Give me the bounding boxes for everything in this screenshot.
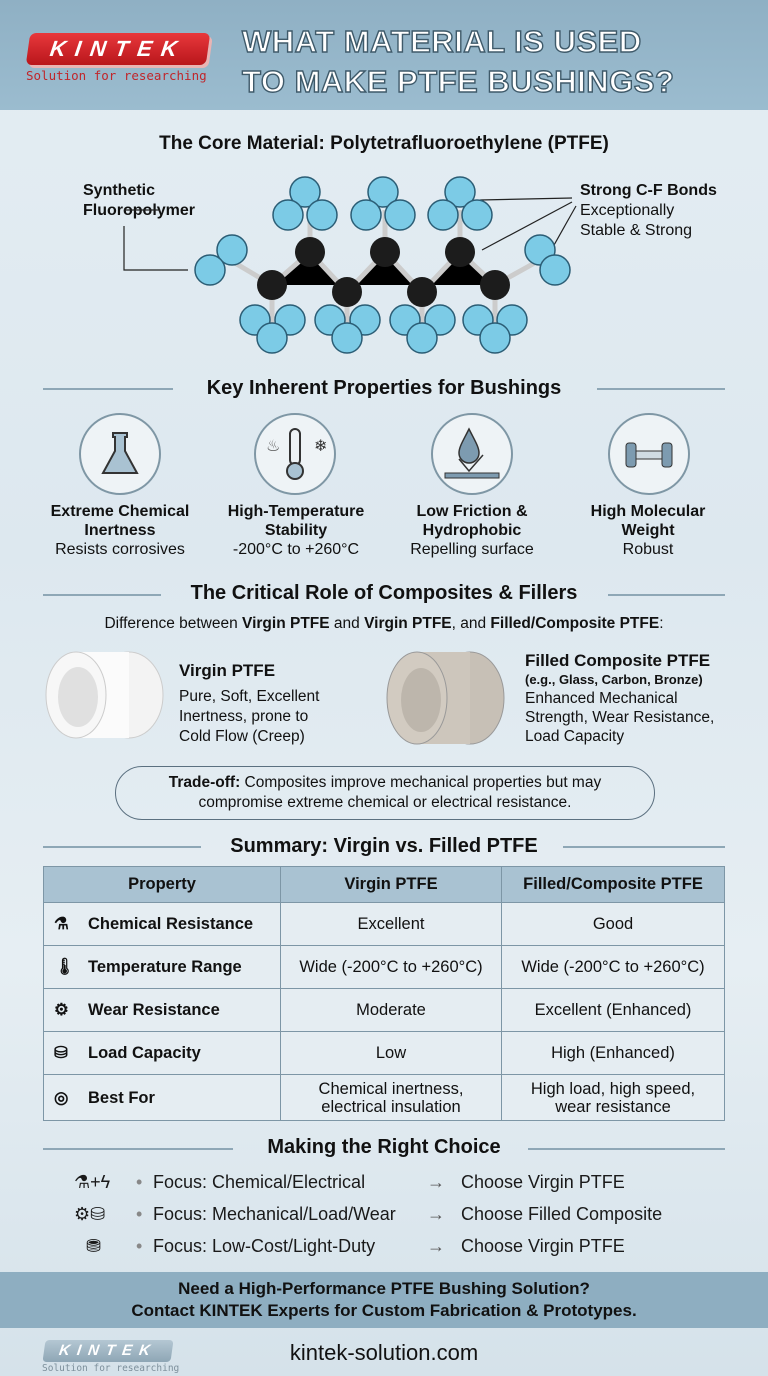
logo-tagline: Solution for researching <box>26 68 207 83</box>
water-drop-icon <box>431 413 513 495</box>
flask-icon: ⚗ <box>54 915 69 933</box>
kintek-logo[interactable]: KINTEK <box>26 33 210 65</box>
cf-bonds-label: Strong C-F Bonds Exceptionally Stable & Strong <box>580 182 717 239</box>
header-banner <box>0 0 768 110</box>
filled-ptfe-description: Filled Composite PTFE (e.g., Glass, Carbon, Bronze) Enhanced Mechanical Strength, Wear Resistance, Load Capacity <box>525 651 715 745</box>
tradeoff-callout: Trade-off: Composites improve mechanical properties but may compromise extreme chemical or electrical resistance. <box>115 766 655 820</box>
weight-icon: ⛁ <box>54 1044 68 1062</box>
property-chemical-inertness: Extreme Chemical Inertness Resists corrosives <box>50 503 190 558</box>
table-row: 🌡 Temperature Range Wide (-200°C to +260°C) Wide (-200°C to +260°C) <box>44 946 725 989</box>
virgin-ptfe-description: Virgin PTFE Pure, Soft, Excellent Inertness, prone to Cold Flow (Creep) <box>179 661 320 745</box>
target-icon: ◎ <box>54 1088 69 1107</box>
website-link[interactable]: kintek-solution.com <box>289 1340 479 1365</box>
flask-lightning-icon: ⚗+ϟ <box>74 1172 111 1192</box>
table-row: ⛁ Load Capacity Low High (Enhanced) <box>44 1032 725 1075</box>
thermometer-icon <box>254 413 336 495</box>
property-temperature: High-Temperature Stability -200°C to +260°C <box>227 503 365 558</box>
property-molecular-weight: High Molecular Weight Robust <box>590 503 706 558</box>
coins-icon: ⛃ <box>86 1236 102 1256</box>
property-low-friction: Low Friction & Hydrophobic Repelling surface <box>410 503 534 558</box>
virgin-bushing-image <box>44 650 169 740</box>
table-row: ⚗ Chemical Resistance Excellent Good <box>44 903 725 946</box>
table-row: ⚙ Wear Resistance Moderate Excellent (Enhanced) <box>44 989 725 1032</box>
composites-intro: Difference between Virgin PTFE and Virgin PTFE, and Filled/Composite PTFE: <box>104 615 664 632</box>
ptfe-molecule-diagram <box>0 170 768 360</box>
table-row: ◎ Best For Chemical inertness, electrical insulation High load, high speed, wear resistance <box>44 1075 725 1121</box>
choice-focus: Focus: Chemical/Electrical <box>153 1172 366 1192</box>
flask-icon <box>79 413 161 495</box>
summary-table <box>43 866 725 1121</box>
summary-title: Summary: Virgin vs. Filled PTFE <box>230 835 538 857</box>
footer-logo-tagline: Solution for researching <box>42 1363 180 1374</box>
svg-text:♨: ♨ <box>266 438 281 455</box>
choice-result: Choose Virgin PTFE <box>461 1172 625 1192</box>
table-header-row: Property Virgin PTFE Filled/Composite PTFE <box>44 867 725 903</box>
choice-result: Choose Filled Composite <box>461 1204 663 1224</box>
choice-result: Choose Virgin PTFE <box>461 1236 625 1256</box>
choice-focus: Focus: Low-Cost/Light-Duty <box>153 1236 376 1256</box>
properties-title: Key Inherent Properties for Bushings <box>206 377 562 399</box>
choice-title: Making the Right Choice <box>267 1136 501 1158</box>
composites-title: The Critical Role of Composites & Fillers <box>190 582 578 604</box>
thermometer-icon: 🌡 <box>54 957 75 976</box>
synthetic-label: Synthetic Fluoropolymer <box>83 182 196 219</box>
core-title: The Core Material: Polytetrafluoroethylene (PTFE) <box>159 133 609 154</box>
svg-text:❄: ❄ <box>314 438 328 455</box>
dumbbell-icon <box>608 413 690 495</box>
gear-weight-icon: ⚙⛁ <box>74 1204 106 1224</box>
footer-kintek-logo[interactable]: KINTEK <box>42 1340 173 1362</box>
gear-icon: ⚙ <box>54 1001 69 1019</box>
cta-banner: Need a High-Performance PTFE Bushing Solution? Contact KINTEK Experts for Custom Fabrication & Prototypes. <box>0 1272 768 1328</box>
choice-focus: Focus: Mechanical/Load/Wear <box>153 1204 396 1224</box>
filled-bushing-image <box>385 650 510 750</box>
page-title: WHAT MATERIAL IS USED TO MAKE PTFE BUSHINGS? <box>242 24 675 99</box>
